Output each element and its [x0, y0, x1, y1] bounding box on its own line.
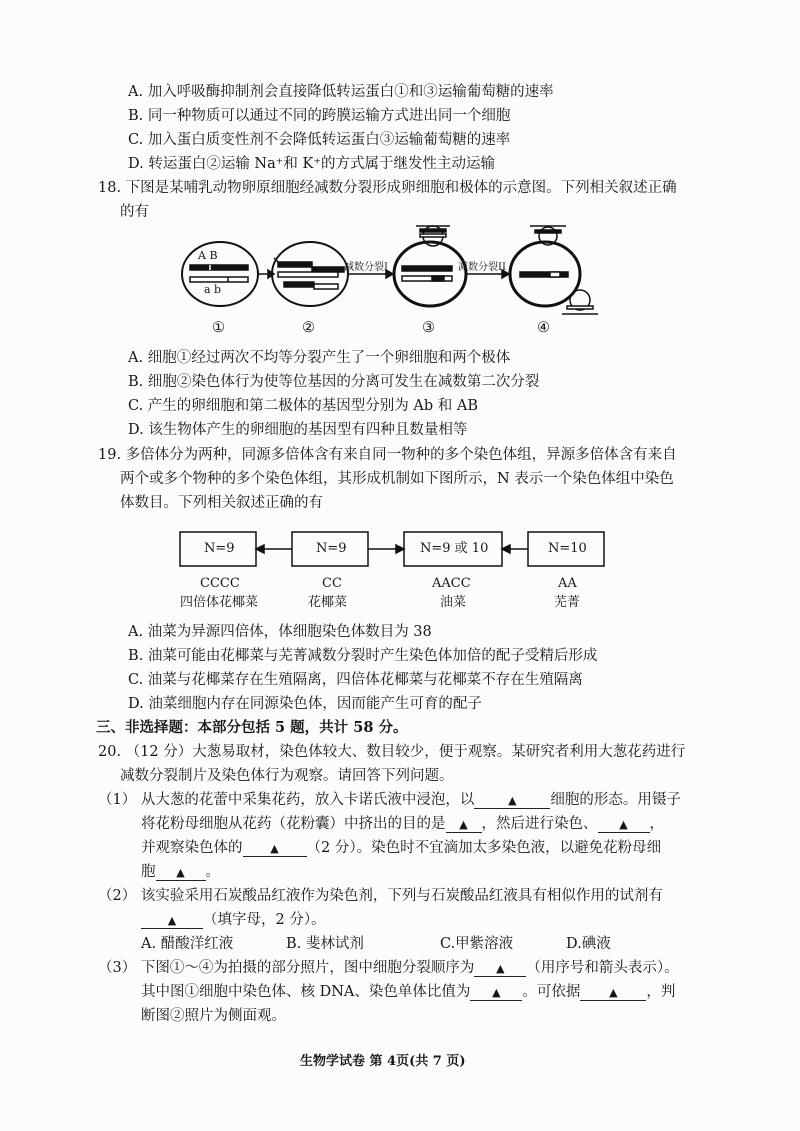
q19-stem-line3: 体数目。下列相关叙述正确的有: [120, 495, 323, 511]
q20-part1-line2: [141, 814, 664, 834]
cell-1-label: ①: [212, 320, 225, 336]
box-cauliflower-n: N=9: [316, 541, 347, 556]
q20-part2-text-b: （填字母，2 分）。: [203, 912, 326, 928]
answer-blank-3[interactable]: ▲: [598, 816, 650, 833]
meiosis-diagram: [180, 222, 600, 340]
q18-option-a: A. 细胞①经过两次不均等分裂产生了一个卵细胞和两个极体: [128, 350, 511, 366]
q17-option-a: A. 加入呼吸酶抑制剂会直接降低转运蛋白①和③运输葡萄糖的速率: [128, 84, 554, 100]
box-rapeseed-n: N=9 或 10: [420, 541, 489, 556]
q18-option-b: B. 细胞②染色体行为使等位基因的分离可发生在减数第二次分裂: [128, 374, 540, 390]
q20-part2-line2: [141, 910, 326, 930]
answer-blank-2[interactable]: ▲: [446, 816, 482, 833]
q20-part1-text-a: （1） 从大葱的花蕾中采集花药，放入卡诺氏液中浸泡，以: [98, 792, 475, 808]
q19-option-a: A. 油菜为异源四倍体，体细胞染色体数目为 38: [128, 624, 432, 640]
q20-part3-line3: 断图②照片为侧面观。: [141, 1008, 286, 1024]
q20-part3-text-b: （用序号和箭头表示）。: [526, 960, 679, 976]
q20-part1-line1: [98, 790, 681, 810]
q20-part3-text-c: 其中图①细胞中染色体、核 DNA、染色单体比值为: [141, 984, 471, 1000]
q19-option-d: D. 油菜细胞内存在同源染色体，因而能产生可育的配子: [128, 696, 482, 712]
cell-3: [394, 242, 466, 306]
q20-part2-opt-a: A. 醋酸洋红液: [141, 936, 234, 952]
genome-cauliflower: CC: [322, 576, 342, 591]
allele-top-label: A B: [198, 249, 218, 262]
answer-blank-6[interactable]: ▲: [141, 912, 203, 929]
q20-part1-text-b: 细胞的形态。用镊子: [550, 792, 681, 808]
cell-4-label: ④: [537, 320, 550, 336]
meiosis-1-arrow-label: 减数分裂I: [344, 262, 388, 273]
genome-turnip: AA: [558, 576, 577, 591]
answer-blank-1[interactable]: ▲: [474, 792, 550, 809]
name-cauliflower: 花椰菜: [308, 595, 348, 610]
q20-part2-opt-b: B. 斐林试剂: [286, 936, 364, 952]
q20-part1-text-d: ，然后进行染色、: [481, 816, 598, 832]
q19-option-b: B. 油菜可能由花椰菜与芜菁减数分裂时产生染色体加倍的配子受精后形成: [128, 648, 598, 664]
answer-blank-5[interactable]: ▲: [156, 864, 206, 881]
q20-part3-line2: [141, 982, 675, 1002]
allele-bottom-label: a b: [204, 283, 222, 296]
q19-stem-line1: 19. 多倍体分为两种，同源多倍体含有来自同一物种的多个染色体组，异源多倍体含有来自: [98, 447, 677, 463]
genome-tetraploid: CCCC: [200, 576, 240, 591]
q18-stem-line2: 的有: [120, 204, 149, 220]
meiosis-2-arrow-label: 减数分裂II: [458, 262, 506, 273]
name-turnip: 芜菁: [554, 595, 581, 610]
q20-part2-opt-c: C.甲紫溶液: [440, 936, 514, 952]
q20-part3-text-d: 。可依据: [522, 984, 581, 1000]
box-turnip-n: N=10: [548, 541, 587, 556]
q20-part1-text-f: 并观察染色体的: [141, 840, 243, 856]
answer-blank-8[interactable]: ▲: [470, 984, 522, 1001]
genome-rapeseed: AACC: [432, 576, 471, 591]
q20-part2-line1: （2） 该实验采用石炭酸品红液作为染色剂，下列与石炭酸品红液具有相似作用的试剂有: [98, 888, 663, 904]
answer-blank-7[interactable]: ▲: [474, 960, 526, 977]
q17-option-c: C. 加入蛋白质变性剂不会降低转运蛋白③运输葡萄糖的速率: [128, 132, 511, 148]
q17-option-b: B. 同一种物质可以通过不同的跨膜运输方式进出同一个细胞: [128, 108, 511, 124]
cell-1: [182, 242, 258, 306]
q20-part1-text-e: ，: [649, 816, 664, 832]
q20-part1-line3: [141, 838, 661, 858]
q20-part1-text-i: 。: [205, 864, 220, 880]
q18-option-d: D. 该生物体产生的卵细胞的基因型有四种且数量相等: [128, 422, 468, 438]
q18-option-c: C. 产生的卵细胞和第二极体的基因型分别为 Ab 和 AB: [128, 398, 479, 414]
answer-blank-9[interactable]: ▲: [580, 984, 646, 1001]
q20-part1-text-h: 胞: [141, 864, 156, 880]
q17-option-d: D. 转运蛋白②运输 Na⁺和 K⁺的方式属于继发性主动运输: [128, 156, 496, 172]
box-tetraploid-n: N=9: [204, 541, 235, 556]
q20-part1-text-c: 将花粉母细胞从花药（花粉囊）中挤出的目的是: [141, 816, 446, 832]
q19-stem-line2: 两个或多个物种的多个染色体组，其形成机制如下图所示，N 表示一个染色体组中染色: [120, 471, 674, 487]
name-tetraploid: 四倍体花椰菜: [180, 595, 259, 610]
q20-part3-text-a: （3） 下图①～④为拍摄的部分照片，图中细胞分裂顺序为: [98, 960, 475, 976]
section-3-heading: 三、非选择题：本部分包括 5 题，共计 58 分。: [96, 719, 408, 736]
polyploid-diagram: [178, 530, 618, 614]
q20-part1-text-g: （2 分）。染色时不宜滴加太多染色液，以避免花粉母细: [306, 840, 662, 856]
cell-3-label: ③: [422, 320, 435, 336]
answer-blank-4[interactable]: ▲: [243, 840, 307, 857]
q20-stem-line2: 减数分裂制片及染色体行为观察。请回答下列问题。: [120, 768, 454, 784]
name-rapeseed: 油菜: [440, 595, 467, 610]
q20-part3-line1: [98, 958, 679, 978]
q18-stem-line1: 18. 下图是某哺乳动物卵原细胞经减数分裂形成卵细胞和极体的示意图。下列相关叙述正确: [98, 180, 677, 196]
q20-part3-text-e: ，判: [646, 984, 676, 1000]
q19-option-c: C. 油菜与花椰菜存在生殖隔离，四倍体花椰菜与花椰菜不存在生殖隔离: [128, 672, 583, 688]
q20-stem-line1: 20. （12 分）大葱易取材，染色体较大、数目较少，便于观察。某研究者利用大葱花药进行: [98, 744, 686, 760]
q20-part1-line4: [141, 862, 220, 882]
cell-2-label: ②: [302, 320, 315, 336]
page-footer: 生物学试卷 第 4页(共 7 页): [300, 1054, 466, 1069]
q20-part2-opt-d: D.碘液: [566, 936, 611, 952]
